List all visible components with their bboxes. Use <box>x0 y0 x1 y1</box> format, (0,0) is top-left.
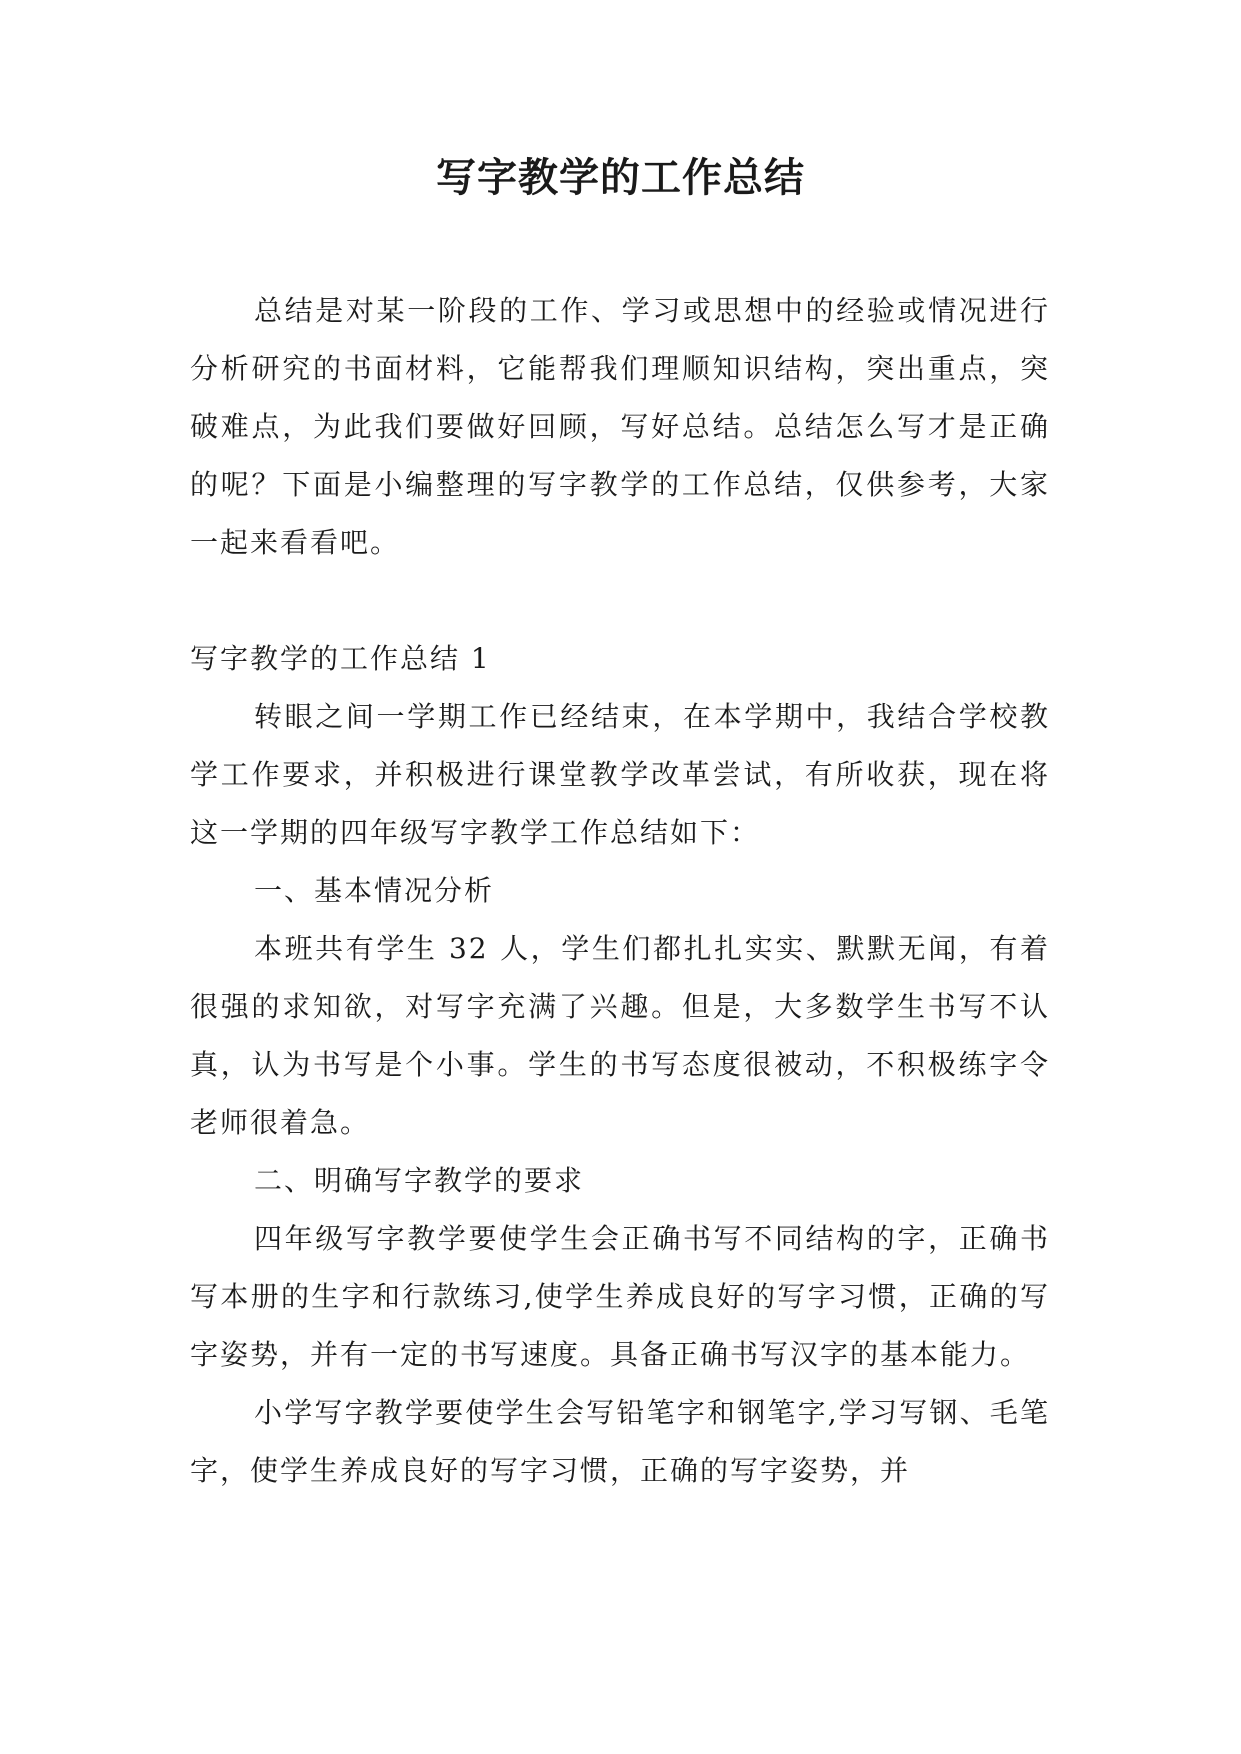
subheading-requirements: 二、明确写字教学的要求 <box>254 1164 585 1197</box>
document-body <box>190 282 1050 1500</box>
subheading-basic-situation: 一、基本情况分析 <box>254 874 495 907</box>
body-paragraph: 四年级写字教学要使学生会正确书写不同结构的字，正确书写本册的生字和行款练习,使学生养成良好的写字习惯，正确的写字姿势，并有一定的书写速度。具备正确书写汉字的基本能力。 <box>190 1222 1050 1371</box>
body-paragraph: 小学写字教学要使学生会写铅笔字和钢笔字,学习写钢、毛笔字，使学生养成良好的写字习惯，正确的写字姿势，并 <box>190 1396 1050 1487</box>
document-title: 写字教学的工作总结 <box>436 155 805 201</box>
body-paragraph: 转眼之间一学期工作已经结束，在本学期中，我结合学校教学工作要求，并积极进行课堂教学改革尝试，有所收获，现在将这一学期的四年级写字教学工作总结如下： <box>190 700 1050 849</box>
intro-paragraph: 总结是对某一阶段的工作、学习或思想中的经验或情况进行分析研究的书面材料，它能帮我们理顺知识结构，突出重点，突破难点，为此我们要做好回顾，写好总结。总结怎么写才是正确的呢？下面是小编整理的写字教学的工作总结，仅供参考，大家一起来看看吧。 <box>190 294 1050 559</box>
body-paragraph: 本班共有学生 32 人，学生们都扎扎实实、默默无闻，有着很强的求知欲，对写字充满了兴趣。但是，大多数学生书写不认真，认为书写是个小事。学生的书写态度很被动，不积极练字令老师很着急。 <box>190 932 1050 1139</box>
section-heading: 写字教学的工作总结 1 <box>190 642 491 675</box>
